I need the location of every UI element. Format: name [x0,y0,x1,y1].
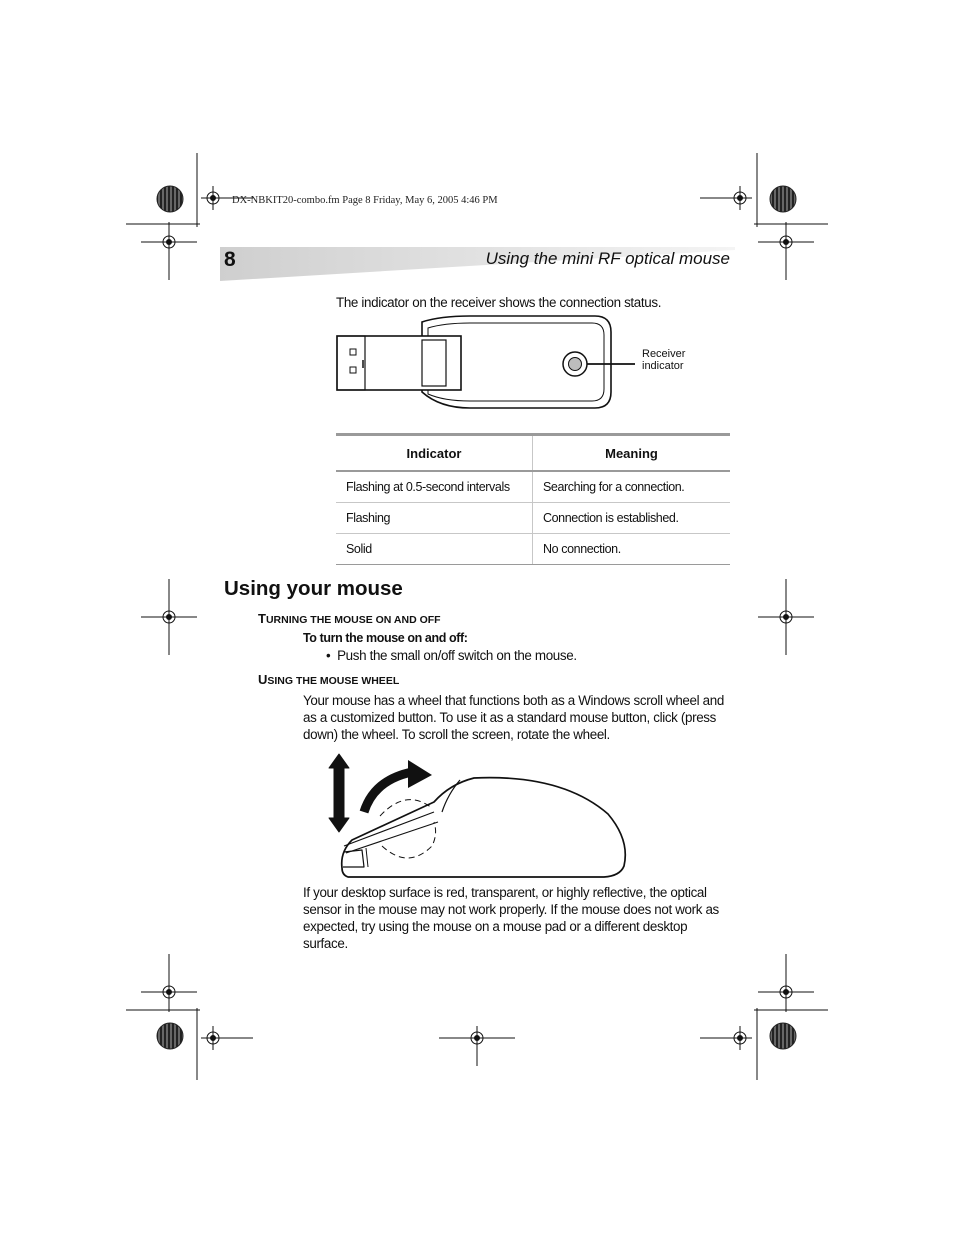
subsection-title-wheel: USING THE MOUSE WHEEL [258,672,400,687]
section-title: Using your mouse [224,577,403,600]
meaning-cell: No connection. [533,534,731,565]
mouse-wheel-illustration [322,750,632,882]
bullet-icon: • [326,648,338,663]
receiver-indicator-label: Receiver indicator [642,348,686,372]
running-title: Using the mini RF optical mouse [485,249,730,268]
indicator-table [336,433,730,565]
meaning-cell: Searching for a connection. [533,471,731,503]
file-slug: DX-NBKIT20-combo.fm Page 8 Friday, May 6, 2005 4:46 PM [232,195,498,206]
table-row [336,471,730,503]
intro-text: The indicator on the receiver shows the connection status. [336,295,662,310]
indicator-cell: Flashing [336,503,533,534]
column-header-indicator: Indicator [336,435,533,472]
procedure-heading: To turn the mouse on and off: [303,631,468,645]
wheel-description: Your mouse has a wheel that functions both as a Windows scroll wheel and as a customized button. To use it as a standard mouse button, click (press down) the wheel. To scroll the screen, rotate the wheel. [303,693,724,742]
page-number: 8 [224,248,236,271]
meaning-cell: Connection is established. [533,503,731,534]
surface-note: If your desktop surface is red, transparent, or highly reflective, the optical sensor in the mouse may not work properly. If the mouse does not work as expected, try using the mouse on a mouse pad or a different desktop surface. [303,885,719,951]
list-item: • Push the small on/off switch on the mouse. [326,648,577,663]
subsection-title-on-off: TURNING THE MOUSE ON AND OFF [258,611,441,626]
column-header-meaning: Meaning [533,435,731,472]
table-row [336,534,730,565]
indicator-cell: Solid [336,534,533,565]
table-header-row [336,435,730,472]
usb-receiver-illustration [330,312,650,412]
table-row [336,503,730,534]
indicator-cell: Flashing at 0.5-second intervals [336,471,533,503]
